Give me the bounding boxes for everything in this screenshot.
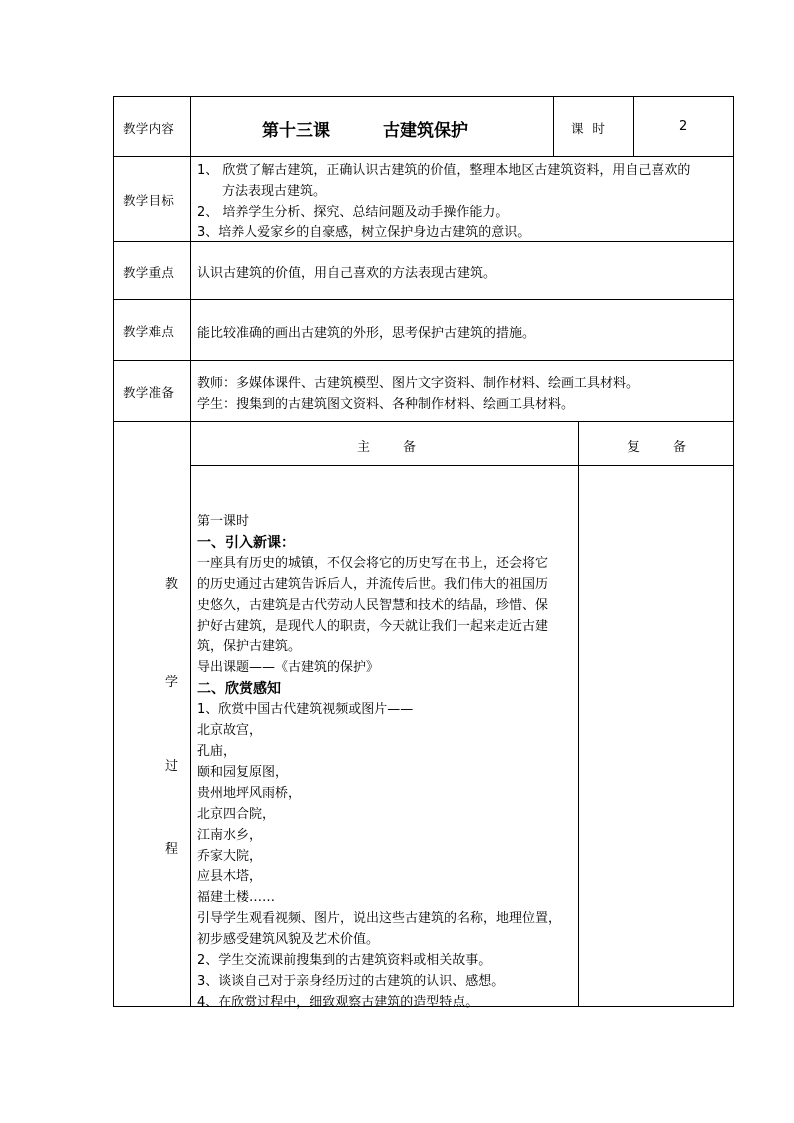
process-label-char: 过 (165, 759, 179, 774)
content-line: 江南水乡， (197, 827, 263, 843)
key-points-label: 教学重点 (123, 265, 175, 280)
objectives-label: 教学目标 (123, 193, 175, 208)
content-line: 北京四合院， (197, 806, 276, 822)
content-line: 4、在欣赏过程中，细致观察古建筑的造型特点。 (197, 994, 479, 1010)
preparation-student: 学生：搜集到的古建筑图文资料、各种制作材料、绘画工具材料。 (197, 397, 575, 412)
preparation-label: 教学准备 (123, 385, 175, 400)
row-divider (113, 299, 734, 300)
review-prep-header: 复 备 (627, 440, 687, 455)
content-line: 史悠久，古建筑是古代劳动人民智慧和技术的结晶，珍惜、保 (197, 597, 549, 613)
row-divider (113, 360, 734, 361)
content-line: 福建土楼…… (197, 890, 276, 906)
content-line: 第一课时 (197, 514, 250, 529)
process-header-divider (190, 465, 734, 466)
section-heading: 二、欣赏感知 (197, 681, 281, 698)
content-line: 初步感受建筑风貌及艺术价值。 (197, 932, 380, 948)
label-column-divider (190, 96, 191, 1007)
content-line: 贵州地坪风雨桥， (197, 785, 302, 801)
hours-label: 课 时 (571, 121, 606, 136)
main-prep-content (197, 512, 577, 1014)
content-line: 北京故宫， (197, 723, 263, 739)
content-line: 孔庙， (197, 743, 237, 759)
process-label-char: 学 (165, 675, 179, 690)
key-points-text: 认识古建筑的价值，用自己喜欢的方法表现古建筑。 (197, 266, 497, 281)
main-prep-header: 主 备 (357, 440, 417, 455)
hours-label-divider-right (633, 96, 634, 156)
content-line: 护好古建筑，是现代人的职责，今天就让我们一起来走近古建 (197, 618, 549, 634)
hours-label-divider-left (553, 96, 554, 156)
row-divider (113, 421, 734, 422)
preparation-teacher: 教师：多媒体课件、古建筑模型、图片文字资料、制作材料、绘画工具材料。 (197, 376, 640, 391)
content-line: 引导学生观看视频、图片，说出这些古建筑的名称，地理位置， (197, 911, 562, 927)
content-line: 筑，保护古建筑。 (197, 639, 302, 655)
objective-2: 2、 培养学生分析、探究、总结问题及动手操作能力。 (197, 205, 509, 220)
objective-1-cont: 方法表现古建筑。 (222, 184, 327, 199)
process-label-char: 程 (165, 842, 179, 857)
content-line: 颐和园复原图， (197, 764, 289, 780)
content-line: 导出课题——《古建筑的保护》 (197, 660, 380, 676)
content-line: 3、谈谈自己对于亲身经历过的古建筑的认识、感想。 (197, 973, 505, 989)
content-line: 乔家大院， (197, 848, 263, 864)
lesson-title: 古建筑保护 (383, 121, 468, 141)
lesson-number: 第十三课 (262, 121, 330, 141)
section-heading: 一、引入新课： (197, 534, 295, 551)
content-line: 的历史通过古建筑告诉后人，并流传后世。我们伟大的祖国历 (197, 576, 549, 592)
content-line: 2、学生交流课前搜集到的古建筑资料或相关故事。 (197, 953, 492, 969)
objective-1: 1、 欣赏了解古建筑，正确认识古建筑的价值，整理本地区古建筑资料，用自己喜欢的 (197, 163, 691, 178)
content-line: 1、欣赏中国古代建筑视频或图片—— (197, 702, 414, 718)
content-line: 应县木塔， (197, 869, 263, 885)
row-divider (113, 156, 734, 157)
content-line: 一座具有历史的城镇，不仅会将它的历史写在书上，还会将它 (197, 555, 549, 571)
difficulties-label: 教学难点 (123, 324, 175, 339)
content-label: 教学内容 (123, 121, 175, 136)
process-label-char: 教 (165, 577, 179, 592)
difficulties-text: 能比较准确的画出古建筑的外形，思考保护古建筑的措施。 (197, 326, 536, 341)
hours-value: 2 (679, 119, 688, 134)
main-review-divider (578, 421, 579, 1007)
row-divider (113, 241, 734, 242)
objective-3: 3、培养人爱家乡的自豪感，树立保护身边古建筑的意识。 (197, 225, 531, 240)
